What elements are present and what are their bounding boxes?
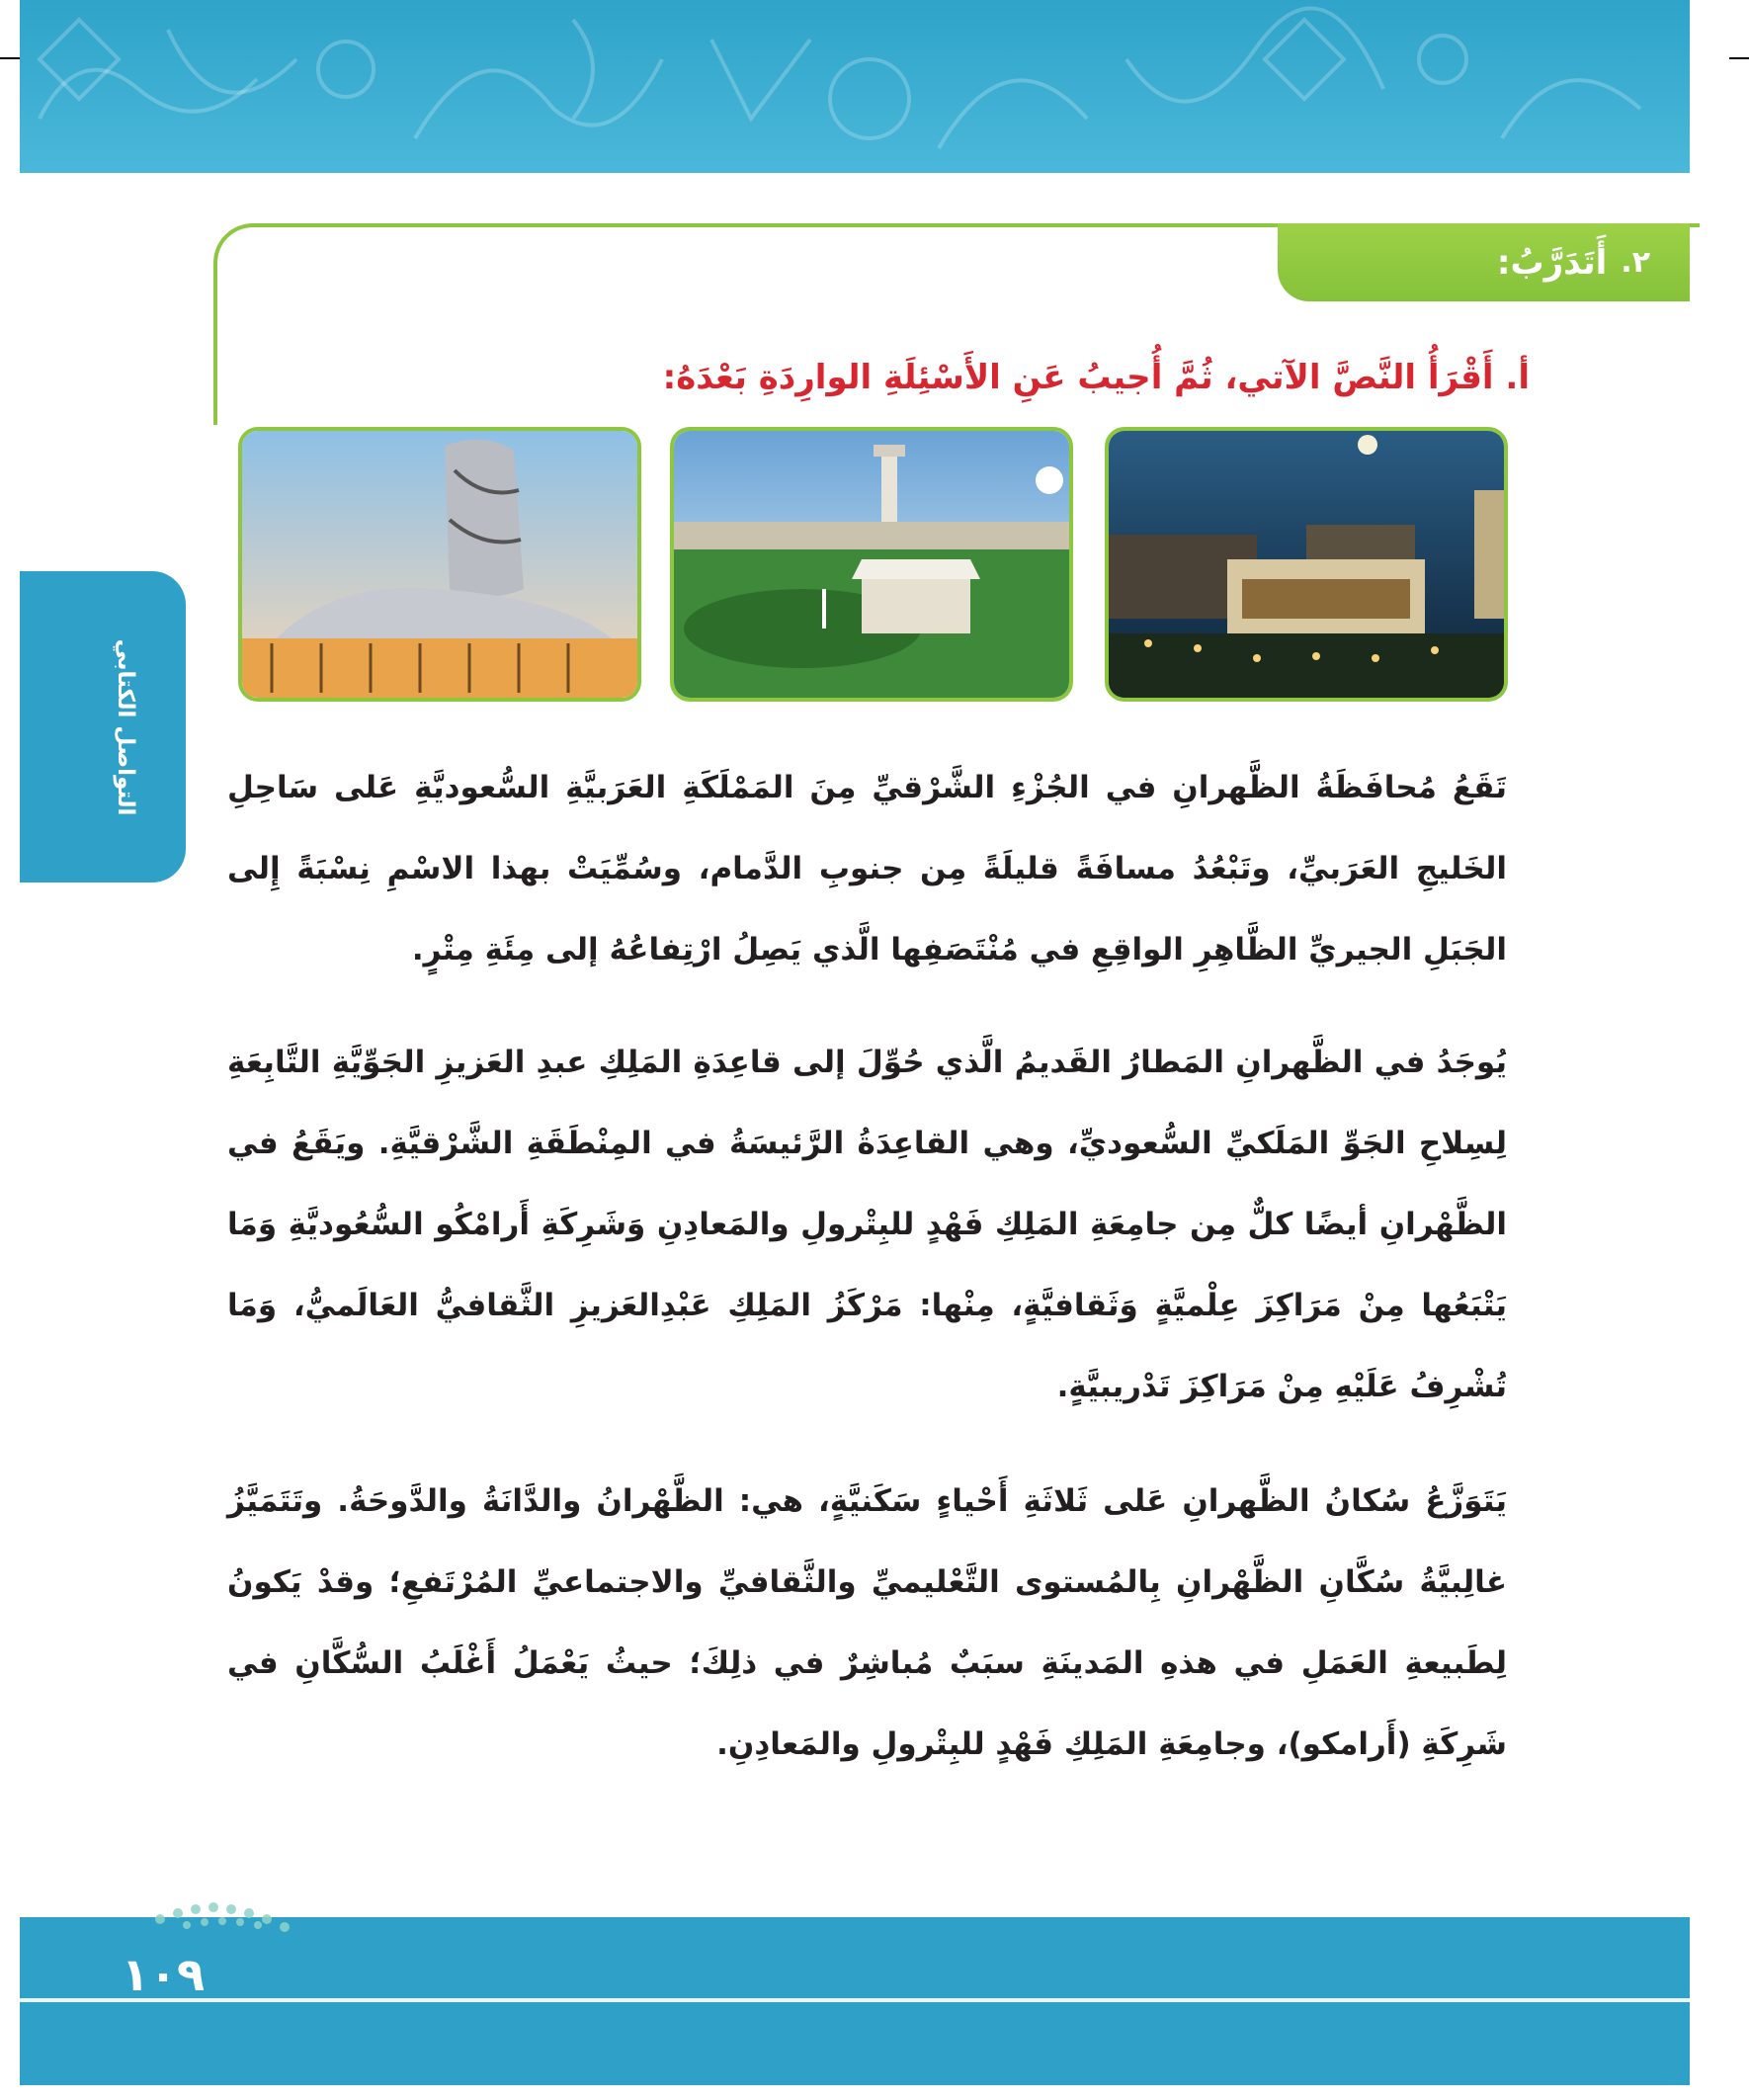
photo-university-tower (670, 427, 1073, 702)
crop-mark-top-left (0, 57, 20, 59)
university-tower-photo-icon (674, 431, 1069, 698)
ithra-center-photo-icon (242, 431, 637, 698)
crop-mark-top-right (1729, 57, 1749, 59)
instruction-text: أ. أَقْرَأُ النَّصَّ الآتي، ثُمَّ أُجيبُ عَنِ الأَسْئِلَةِ الوارِدَةِ بَعْدَهُ: (662, 358, 1530, 397)
photo-ithra-center (238, 427, 641, 702)
section-heading (1278, 223, 1690, 301)
paragraph-3: يَتَوَزَّعُ سُكانُ الظَّهرانِ عَلى ثَلاثَةِ أَحْياءٍ سَكَنيَّةٍ، هي: الظَّهْرانُ والدَّانَةُ والدَّوحَةُ. وتَتَمَيَّزُ غالِبيَّةُ سُكَّانِ الظَّهْرانِ بِالمُستوى التَّعْليميِّ والثَّقافيِّ والاجتماعيِّ المُرْتَفعِ؛ وقدْ يَكونُ لِطَبيعةِ العَمَلِ في هذهِ المَدينَةِ سبَبٌ مُباشِرٌ في ذلِكَ؛ حيثُ يَعْمَلُ أَغْلَبُ السُّكَّانِ في شَرِكَةِ (أَرامكو)، وجامِعَةِ المَلِكِ فَهْدٍ للبِتْرولِ والمَعادِنِ. (227, 1483, 1507, 1762)
night-building-photo-icon (1109, 431, 1504, 698)
photo-night-building (1105, 427, 1508, 702)
paragraph-2: يُوجَدُ في الظَّهرانِ المَطارُ القَديمُ الَّذي حُوِّلَ إلى قاعِدَةِ المَلِكِ عبدِ العَزيزِ الجَوِّيَّةِ التَّابِعَةِ لِسِلاحِ الجَوِّ المَلَكيِّ السُّعوديِّ، وهي القاعِدَةُ الرَّئيسَةُ في المِنْطَقَةِ الشَّرْقيَّةِ. ويَقَعُ في الظَّهْرانِ أيضًا كلٌّ مِن جامِعَةِ المَلِكِ فَهْدٍ للبِتْرولِ والمَعادِنِ وَشَرِكَةِ أَرامْكُو السُّعُوديَّةِ وَمَا يَتْبَعُها مِنْ مَرَاكِزَ عِلْميَّةٍ وَثَقافيَّةٍ، مِنْها: مَرْكَزُ المَلِكِ عَبْدِالعَزيزِ الثَّقافيُّ العَالَميُّ، وَمَا تُشْرِفُ عَلَيْهِ مِنْ مَرَاكِزَ تَدْريبيَّةٍ. (227, 1045, 1507, 1404)
section-title: أَتَدَرَّبُ: (1496, 242, 1608, 283)
chapter-side-tab-label: التواصل الكتابي (113, 638, 138, 816)
page-number: ١٠٩ (121, 1948, 206, 2001)
paragraph-1: تَقَعُ مُحافَظَةُ الظَّهرانِ في الجُزْءِ الشَّرْقيِّ مِنَ المَمْلَكَةِ العَرَبيَّةِ السُّعوديَّةِ عَلى سَاحِلِ الخَليجِ العَرَبيِّ، وتَبْعُدُ مسافَةً قليلَةً مِن جنوبِ الدَّمام، وسُمِّيَتْ بهذا الاسْمِ نِسْبَةً إِلى الجَبَلِ الجيريِّ الظَّاهِرِ الواقِعِ في مُنْتَصَفِها الَّذي يَصِلُ ارْتِفاعُهُ إلى مِئَةِ مِتْرٍ. (227, 770, 1507, 967)
ministry-of-education-logo-icon (91, 1890, 328, 1949)
calligraphy-pattern-icon (20, 0, 1690, 173)
section-number: ٢. (1621, 245, 1650, 280)
footer-divider (20, 1998, 1690, 2002)
header-band (20, 0, 1690, 173)
